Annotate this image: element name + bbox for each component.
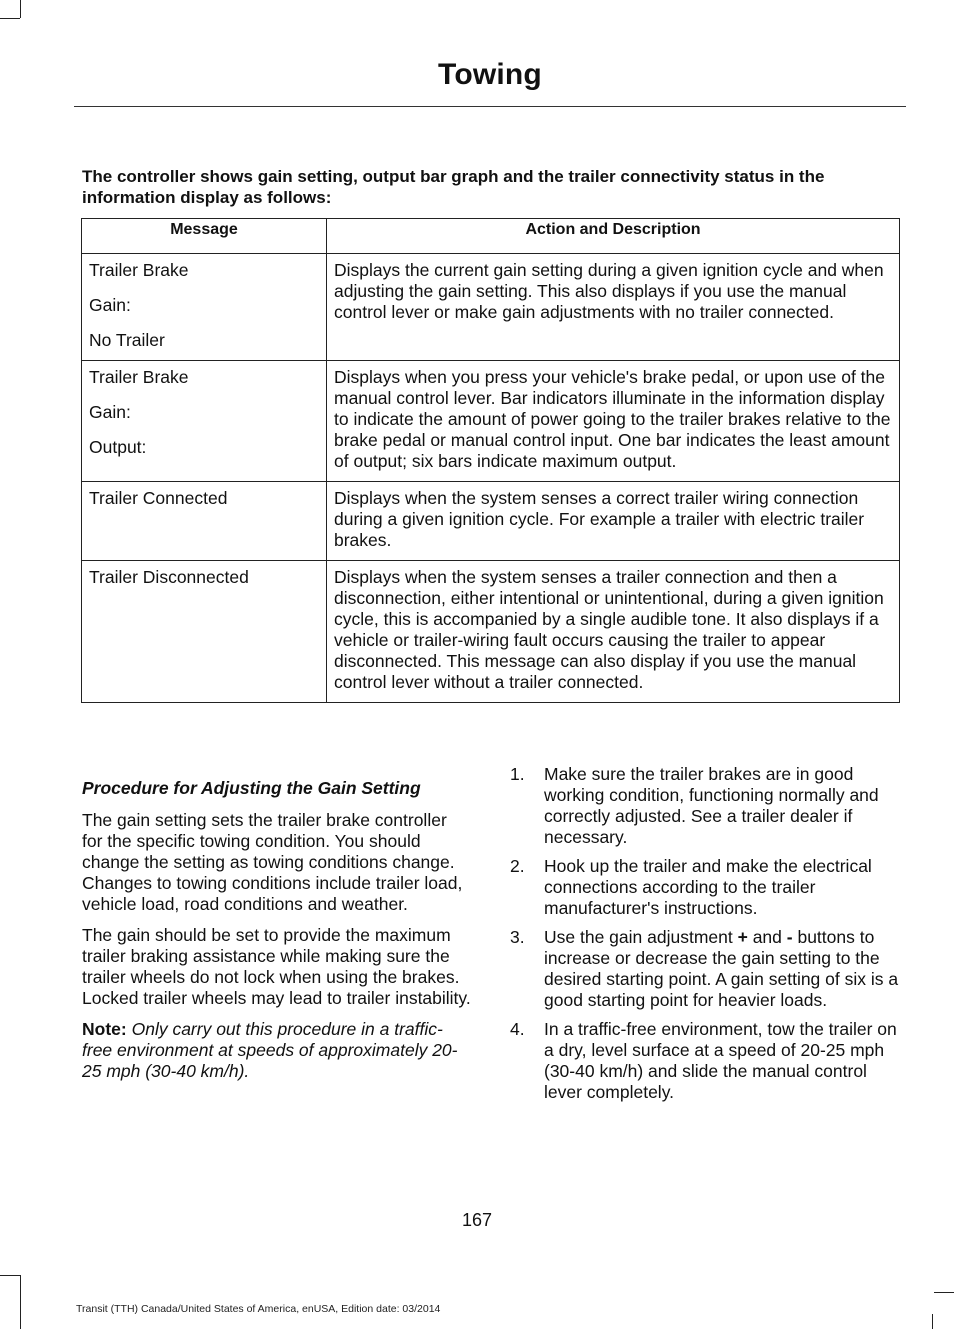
note [82,1019,472,1082]
message-cell [82,254,327,361]
list-item [510,927,902,1011]
message-line: Gain: [89,402,131,422]
step-text-part: Use the gain adjustment [544,927,738,947]
step-text: Make sure the trailer brakes are in good working condition, functioning normally and correctly adjusted. See a trailer dealer if necessary. [544,764,879,847]
message-cell [82,561,327,703]
description-cell: Displays when the system senses a trailer connection and then a disconnection, either intentional or unintentional, during a given ignition cycle, this is accompanied by a single audible tone. It also displays if a vehicle or trailer-wiring fault occurs causing the trailer to appear disconnected. This message can also display if you use the manual control lever without a trailer connected. [327,561,900,703]
description-cell: Displays when the system senses a correct trailer wiring connection during a given ignition cycle. For example a trailer with electric trailer brakes. [327,482,900,561]
plus-symbol: + [737,927,748,947]
page-title: Towing [438,58,542,91]
table-row [82,254,900,361]
crop-mark [934,1292,954,1293]
step-text: Hook up the trailer and make the electrical connections according to the trailer manufacturer's instructions. [544,856,872,918]
description-cell: Displays when you press your vehicle's brake pedal, or upon use of the manual control lever. Bar indicators illuminate in the information display to indicate the amount of power going to the trailer brakes relative to the brake pedal or manual control input. One bar indicates the least amount of output; six bars indicate maximum output. [327,361,900,482]
crop-mark [0,1275,20,1276]
steps-list [510,764,902,1111]
crop-mark [20,1314,21,1329]
step-text [544,927,902,1011]
note-label: Note: [82,1019,127,1039]
message-line: Output: [89,437,147,457]
crop-mark [20,0,21,18]
procedure-paragraph: The gain setting sets the trailer brake controller for the specific towing condition. You should change the setting as towing conditions change. Changes to towing conditions include trailer load, vehicle load, road conditions and weather. [82,810,463,914]
crop-mark [932,1314,933,1329]
message-line: Trailer Brake [89,260,189,280]
message-table [81,218,900,703]
step-number: 3. [510,927,525,947]
message-cell [82,482,327,561]
header-action-description: Action and Description [327,219,900,254]
list-item [510,1019,902,1103]
footer-text: Transit (TTH) Canada/United States of America, enUSA, Edition date: 03/2014 [76,1303,441,1315]
description-cell: Displays the current gain setting during a given ignition cycle and when adjusting the gain setting. This also displays if you use the manual control lever or make gain adjustments with no trailer connected. [327,254,900,361]
header-message: Message [82,219,327,254]
message-line: Gain: [89,295,131,315]
step-text-part: and [747,927,787,947]
page-number: 167 [461,1210,493,1230]
message-line: Trailer Connected [89,488,228,508]
message-line: Trailer Brake [89,367,189,387]
list-item [510,764,902,848]
step-text-part: buttons to increase or decrease the gain setting to the desired starting point. A gain setting of six is a good starting point for heavier loads. [544,927,899,1010]
note-text: Only carry out this procedure in a traffic-free environment at speeds of approximately 20-25 mph (30-40 km/h). [82,1019,458,1081]
step-number: 2. [510,856,525,876]
procedure-paragraph: The gain should be set to provide the maximum trailer braking assistance while making sure the trailer wheels do not lock when using the brakes. Locked trailer wheels may lead to trailer instability. [82,925,471,1008]
procedure-section [82,778,472,1092]
minus-symbol: - [786,927,793,947]
table-row [82,561,900,703]
list-item [510,856,902,919]
message-line: Trailer Disconnected [89,567,249,587]
crop-mark [0,18,20,19]
intro-text: The controller shows gain setting, output bar graph and the trailer connectivity status in the information display as follows: [82,167,825,207]
table-row [82,361,900,482]
step-text: In a traffic-free environment, tow the trailer on a dry, level surface at a speed of 20-25 mph (30-40 km/h) and slide the manual control lever completely. [544,1019,897,1102]
table-row [82,482,900,561]
title-rule [74,106,906,107]
message-cell [82,361,327,482]
table-header-row [82,219,900,254]
step-number: 1. [510,764,525,784]
message-line: No Trailer [89,330,165,350]
procedure-heading: Procedure for Adjusting the Gain Setting [82,778,421,798]
step-number: 4. [510,1019,525,1039]
